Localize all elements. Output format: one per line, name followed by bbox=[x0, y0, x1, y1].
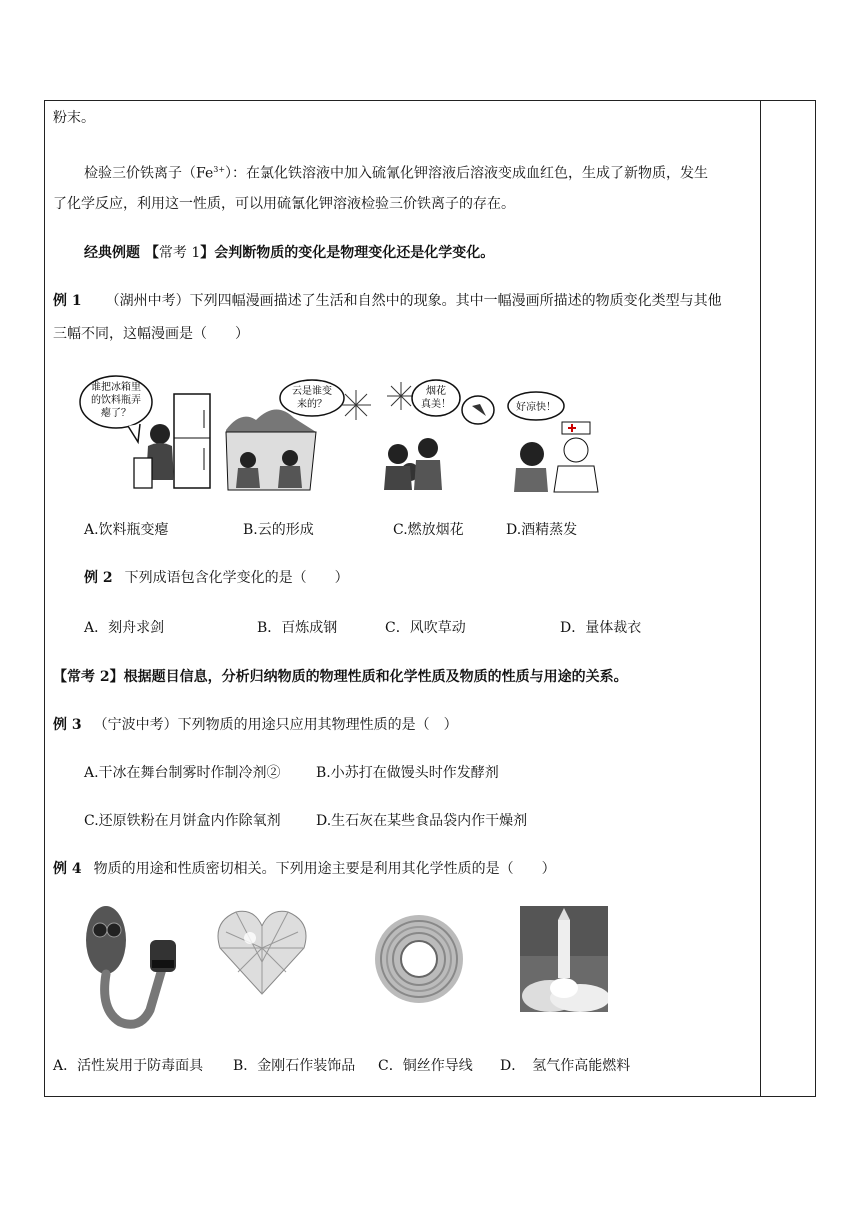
example4-label: 例 4 bbox=[53, 861, 82, 877]
section2-heading: 【常考 2】根据题目信息，分析归纳物质的物理性质和化学性质及物质的性质与用途的关系。 bbox=[53, 669, 628, 685]
bubble1-line3: 瘪了？ bbox=[101, 408, 131, 419]
example1-option-d: D.酒精蒸发 bbox=[506, 522, 578, 538]
cartoon-illustration bbox=[76, 370, 636, 495]
example2-option-c: C．风吹草动 bbox=[385, 620, 466, 636]
bubble3-line2: 真美！ bbox=[421, 399, 451, 410]
example2-label: 例 2 bbox=[84, 570, 113, 586]
example4-option-b: B．金刚石作装饰品 bbox=[233, 1058, 356, 1074]
section1-heading: 经典例题 【常考 1】会判断物质的变化是物理变化还是化学变化。 bbox=[84, 245, 495, 261]
cartoon-fridge-panel bbox=[80, 376, 210, 488]
example4-option-a: A．活性炭用于防毒面具 bbox=[53, 1058, 204, 1074]
example1-option-a: A.饮料瓶变瘪 bbox=[84, 522, 169, 538]
example3-label: 例 3 bbox=[53, 717, 82, 733]
example1-line1: 例 1 （湖州中考）下列四幅漫画描述了生活和自然中的现象。其中一幅漫画所描述的物质变化类型与其他 bbox=[53, 293, 722, 309]
example1-label: 例 1 bbox=[53, 293, 82, 309]
example4-question: 例 4 物质的用途和性质密切相关。下列用途主要是利用其化学性质的是（ ） bbox=[53, 861, 556, 877]
example3-option-b: B.小苏打在做馒头时作发酵剂 bbox=[316, 765, 499, 781]
example1-line2: 三幅不同，这幅漫画是（ ） bbox=[53, 326, 249, 342]
example2-option-a: A．刻舟求剑 bbox=[84, 620, 165, 636]
copper-wire-coil-image bbox=[372, 912, 466, 1006]
column-divider bbox=[760, 100, 761, 1097]
rocket-launch-image bbox=[520, 906, 608, 1012]
fe-paragraph-line2: 了化学反应，利用这一性质，可以用硫氰化钾溶液检验三价铁离子的存在。 bbox=[53, 196, 515, 212]
example3-option-c: C.还原铁粉在月饼盒内作除氧剂 bbox=[84, 813, 281, 829]
example2-question: 例 2 下列成语包含化学变化的是（ ） bbox=[84, 570, 349, 586]
cartoon-fireworks-panel bbox=[341, 380, 460, 490]
example4-option-c: C．铜丝作导线 bbox=[378, 1058, 473, 1074]
example2-option-d: D．量体裁衣 bbox=[560, 620, 642, 636]
example3-option-d: D.生石灰在某些食品袋内作干燥剂 bbox=[316, 813, 528, 829]
bubble4-text: 好凉快！ bbox=[516, 402, 556, 413]
bubble3-line1: 烟花 bbox=[426, 386, 446, 397]
bubble1-line2: 的饮料瓶弄 bbox=[91, 395, 141, 406]
fe-superscript: 3+ bbox=[213, 165, 226, 174]
example1-option-b: B.云的形成 bbox=[243, 522, 314, 538]
example4-option-d: D． 氢气作高能燃料 bbox=[500, 1058, 631, 1074]
gas-mask-image bbox=[80, 900, 190, 1032]
bubble2-line1: 云是谁变 bbox=[292, 386, 332, 397]
diamond-heart-image bbox=[214, 902, 310, 998]
example3-question: 例 3 （宁波中考）下列物质的用途只应用其物理性质的是（ ） bbox=[53, 717, 458, 733]
fe-paragraph-line1: 检验三价铁离子$(Fe^{3+})$：在氯化铁溶液中加入硫氰化钾溶液后溶液变成血红色，生成了新物质，发生 bbox=[84, 165, 709, 182]
example1-option-c: C.燃放烟花 bbox=[393, 522, 464, 538]
paragraph-tail: 粉末。 bbox=[53, 110, 95, 126]
bubble1-line1: 谁把冰箱里 bbox=[91, 382, 141, 393]
example3-option-a: A.干冰在舞台制雾时作制冷剂② bbox=[84, 765, 281, 781]
example2-option-b: B．百炼成钢 bbox=[257, 620, 338, 636]
cartoon-cloud-panel bbox=[226, 380, 344, 490]
bubble2-line2: 来的？ bbox=[297, 399, 327, 410]
cartoon-alcohol-panel bbox=[462, 392, 598, 492]
